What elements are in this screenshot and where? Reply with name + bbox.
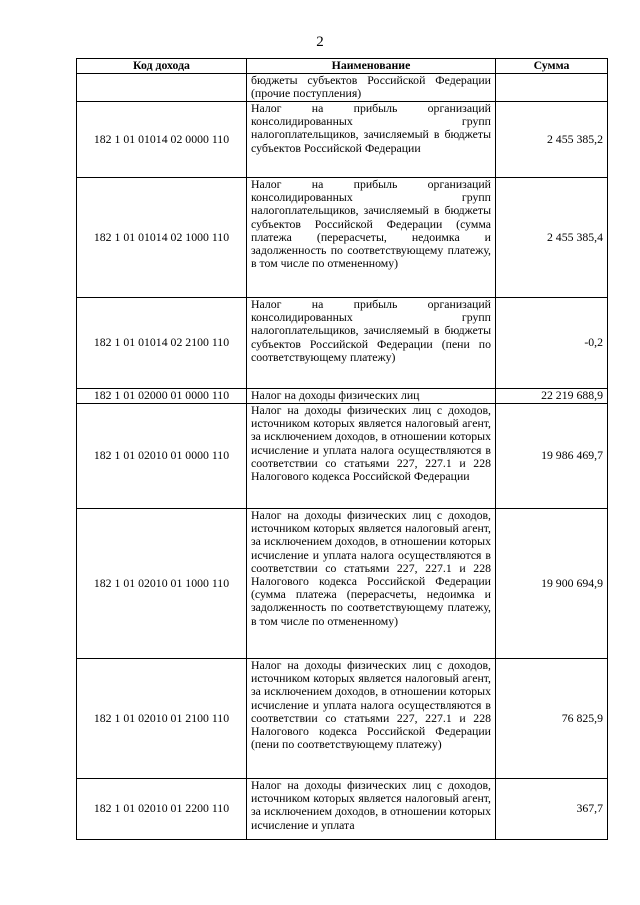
income-name: Налог на доходы физических лиц с доходов, источником которых является налоговый агент, за исключением доходов, в отношении которых исчисление и уплата налога осуществляются в соответствии со статьями 227, 227.1 и 228 Налогового кодекса Российской Федерации (сумма платежа (перерасчеты, недоимка и задолженность по соответствующему платежу, в том числе по отмененному) bbox=[247, 509, 496, 659]
income-code: 182 1 01 02010 01 0000 110 bbox=[77, 404, 247, 509]
income-sum: 2 455 385,4 bbox=[496, 178, 608, 298]
header-code: Код дохода bbox=[77, 59, 247, 74]
header-name: Наименование bbox=[247, 59, 496, 74]
income-sum: 76 825,9 bbox=[496, 659, 608, 779]
income-sum: 19 900 694,9 bbox=[496, 509, 608, 659]
income-sum: 2 455 385,2 bbox=[496, 102, 608, 178]
revenue-table bbox=[76, 58, 608, 840]
income-code: 182 1 01 01014 02 1000 110 bbox=[77, 178, 247, 298]
income-code: 182 1 01 02010 01 2200 110 bbox=[77, 779, 247, 840]
income-code: 182 1 01 01014 02 2100 110 bbox=[77, 298, 247, 389]
income-name: Налог на прибыль организаций консолидированных групп налогоплательщиков, зачисляемый в бюджеты субъектов Российской Федерации bbox=[247, 102, 496, 178]
income-name: Налог на доходы физических лиц с доходов, источником которых является налоговый агент, за исключением доходов, в отношении которых исчисление и уплата bbox=[247, 779, 496, 840]
income-name: бюджеты субъектов Российской Федерации (прочие поступления) bbox=[247, 74, 496, 102]
table-row bbox=[77, 404, 608, 509]
table-row bbox=[77, 74, 608, 102]
table-header-row bbox=[77, 59, 608, 74]
income-name: Налог на прибыль организаций консолидированных групп налогоплательщиков, зачисляемый в бюджеты субъектов Российской Федерации (пени по соответствующему платежу) bbox=[247, 298, 496, 389]
table-row bbox=[77, 389, 608, 404]
income-code: 182 1 01 01014 02 0000 110 bbox=[77, 102, 247, 178]
income-name: Налог на прибыль организаций консолидированных групп налогоплательщиков, зачисляемый в бюджеты субъектов Российской Федерации (сумма платежа (перерасчеты, недоимка и задолженность по соответствующему платежу, в том числе по отмененному) bbox=[247, 178, 496, 298]
table-row bbox=[77, 779, 608, 840]
income-name: Налог на доходы физических лиц с доходов, источником которых является налоговый агент, за исключением доходов, в отношении которых исчисление и уплата налога осуществляются в соответствии со статьями 227, 227.1 и 228 Налогового кодекса Российской Федерации bbox=[247, 404, 496, 509]
header-sum: Сумма bbox=[496, 59, 608, 74]
income-code: 182 1 01 02010 01 2100 110 bbox=[77, 659, 247, 779]
table-row bbox=[77, 102, 608, 178]
page-number: 2 bbox=[316, 34, 324, 50]
income-sum bbox=[496, 74, 608, 102]
table-row bbox=[77, 298, 608, 389]
income-name: Налог на доходы физических лиц с доходов, источником которых является налоговый агент, за исключением доходов, в отношении которых исчисление и уплата налога осуществляются в соответствии со статьями 227, 227.1 и 228 Налогового кодекса Российской Федерации (пени по соответствующему платежу) bbox=[247, 659, 496, 779]
income-code: 182 1 01 02000 01 0000 110 bbox=[77, 389, 247, 404]
income-sum: -0,2 bbox=[496, 298, 608, 389]
income-name: Налог на доходы физических лиц bbox=[247, 389, 496, 404]
income-sum: 367,7 bbox=[496, 779, 608, 840]
table-row bbox=[77, 178, 608, 298]
income-code: 182 1 01 02010 01 1000 110 bbox=[77, 509, 247, 659]
table-row bbox=[77, 659, 608, 779]
income-code bbox=[77, 74, 247, 102]
income-sum: 22 219 688,9 bbox=[496, 389, 608, 404]
income-sum: 19 986 469,7 bbox=[496, 404, 608, 509]
table-row bbox=[77, 509, 608, 659]
